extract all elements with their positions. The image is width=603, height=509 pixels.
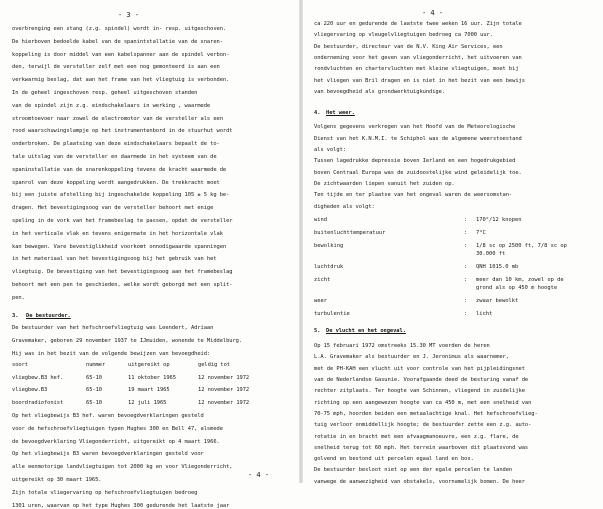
- table-header: uitgereikt op: [128, 361, 170, 368]
- weather-value: grond als op 450 m hoogte: [476, 284, 558, 291]
- table-cell: vliegbew.B3: [12, 387, 48, 394]
- table-cell: 65-10: [86, 374, 102, 381]
- text-line: onderbroken. De plaatsing van deze eindschakelaars bepaalt de to-: [12, 141, 220, 148]
- text-line: pen.: [12, 294, 25, 301]
- text-line: golvend en bestond uit percelen egaal land en bos.: [314, 456, 474, 463]
- left-page: [0, 0, 300, 509]
- section-number: 5.: [314, 327, 321, 334]
- weather-value: 170°/12 knopen: [476, 216, 522, 223]
- text-line: behoort met een pen te geschieden, welke wordt geborgd met een split-: [12, 282, 233, 288]
- text-line: De zichtwaarden liepen vanuit het zuiden op.: [314, 180, 455, 187]
- text-line: Ten tijde en ter plaatse van het ongeval waren de weersomstan-: [314, 192, 513, 199]
- section-number: 4.: [314, 110, 321, 117]
- text-line: Volgens gegevens verkregen van het Hoofd van de Meteorologische: [314, 124, 516, 131]
- page-number-top: - 4 -: [422, 9, 444, 17]
- text-line: De bestuurder, directeur van de N.V. King Air Services, een: [314, 43, 503, 50]
- text-line: stroomtoevoer naar zowel de electromotor van de versteller als een: [12, 115, 223, 122]
- text-line: vliegervaring op vleugelvliegtuigen bedroeg ca 7000 uur.: [314, 32, 493, 39]
- table-cell: 65-10: [86, 387, 102, 394]
- table-cell: 19 maart 1965: [128, 387, 170, 394]
- text-line: bij een juiste afstelling bij ingeschakelde koppeling 105 ± 5 kg be-: [12, 192, 230, 199]
- text-line: 70-75 mph, hoorden beiden een metaalachtige knal. Het hefschroefvlieg-: [314, 410, 538, 417]
- weather-label: zicht: [314, 276, 331, 283]
- text-line: 1301 uren, waarvan op het type Hughes 300 gedurende het laatste jaar: [12, 502, 230, 509]
- weather-colon: :: [464, 229, 468, 236]
- section-number: 3.: [12, 312, 19, 319]
- weather-label: buitenluchttemperatuur: [314, 229, 386, 236]
- weather-value: zwaar bewolkt: [476, 297, 519, 304]
- table-cell: boordradiofonist: [12, 400, 64, 407]
- text-line: kan bewegen. Vare bevestiglikheid voorkomt onnodigwaarde spanningen: [12, 243, 227, 250]
- section-heading: De bestuurder.: [26, 312, 71, 319]
- weather-colon: :: [464, 263, 468, 270]
- table-header: soort: [12, 361, 28, 368]
- text-line: boven Centraal Europa was de zuidoostelijke wind geleidelijk toe.: [314, 169, 522, 176]
- table-header: nummer: [86, 361, 106, 368]
- text-line: De bestuurder van het hefschroefvliegtuig was Leendert, Adriaan: [12, 325, 214, 332]
- text-line: van de Nederlandse Gasunie. Voorafgaande deed de besturing vanaf de: [314, 377, 529, 383]
- text-line: ca 220 uur en gedurende de laatste twee weken 16 uur. Zijn totale: [314, 21, 522, 27]
- text-line: koppeling is door middel van een kabelspanner aan de spindel verbon-: [12, 51, 230, 58]
- weather-label: weer: [314, 297, 327, 304]
- page-number-top: - 3 -: [118, 11, 140, 19]
- text-line: alle eenmotorige landvliegtuigen tot 2000 kg en voor Vliegonderricht,: [12, 464, 233, 471]
- weather-label: bewolking: [314, 242, 344, 249]
- text-line: Tussen lagedrukke depressie boven Ierland en een hogedrukgebied: [314, 158, 516, 165]
- text-line: rotatie in en bracht met een afvaagmanoeuvre, een z.g. flare, de: [314, 433, 519, 440]
- weather-colon: :: [464, 310, 468, 317]
- text-line: richting op een aangewezen hoogte van ca 450 m, met een snelheid van: [314, 399, 532, 406]
- table-cell: 11 oktober 1965: [128, 374, 176, 381]
- text-line: spaninstallatie van de snarenkoppeling tevens de kracht waarmede de: [12, 166, 227, 173]
- text-line: overbrenging een stang (z.g. spindel) wordt in- resp. uitgeschoven.: [12, 26, 227, 32]
- text-line: snelheid terug tot 60 mph. Het terrein waarboven dit plaatsvond was: [314, 444, 529, 451]
- text-line: uitgereikt op 30 maart 1965.: [12, 477, 102, 483]
- text-line: rondvluchten en chartervluchten met kleine vliegtuigen, moet bij: [314, 66, 519, 73]
- text-line: verkwarmig beslag, dat aan het frame van het vliegtuig is verbonden.: [12, 77, 230, 84]
- text-line: Dienst van het K.N.M.I. te Schiphol was de algemene weerstoestand: [314, 135, 522, 142]
- table-cell: 12 juli 1965: [128, 400, 167, 407]
- table-cell: 12 november 1972: [198, 400, 250, 407]
- table-header: geldig tot: [198, 361, 230, 368]
- text-line: den, terwijl de versteller zelf met een nog gemonteerd is aan een: [12, 64, 220, 71]
- text-line: voor de hefschroefvliegtuigen typen Hughes 300 en Bell 47, alsmede: [12, 425, 223, 432]
- weather-colon: :: [464, 242, 468, 249]
- text-line: speling in de vork van het framebeslag te passen, opdat de versteller: [12, 218, 233, 224]
- text-line: het vliegen van Bril dragen en is niet in het bezit van een bewijs: [314, 77, 525, 84]
- text-line: met de PH-KAH een vlucht uit voor controle van het pijpleidingsnet: [314, 365, 525, 372]
- text-line: L.A. Gravemaker als bestuurder en J. Jeronimus als waarnemer,: [314, 354, 509, 361]
- text-line: vliegtuig. De bevestiging van het bevestigingsoog aan het framebeslag: [12, 269, 233, 276]
- text-line: van de spindel zijn z.g. eindschakelaars in werking , waarmede: [12, 102, 211, 109]
- text-line: digheden als volgt:: [314, 203, 375, 210]
- text-line: onderneming voor het geven van vliegonderricht, het uitvoeren van: [314, 54, 522, 61]
- text-line: van bevoegdheid als grondwerktuigkundige.: [314, 88, 446, 95]
- weather-colon: :: [464, 276, 468, 283]
- weather-value: 30.000 ft: [476, 250, 506, 257]
- weather-colon: :: [464, 297, 468, 304]
- text-line: rood waarschuwingslampje op het instrumentenbord in de stuurhut wordt: [12, 128, 233, 135]
- weather-value: QNH 1015.0 mb: [476, 263, 519, 270]
- text-line: vanwege de aanwezigheid van obstakels, voornamelijk bomen. De heer: [314, 478, 525, 485]
- section-heading: De vlucht en het ongeval.: [326, 327, 406, 334]
- text-line: Gravemaker, geboren 29 november 1937 te IJmuiden, wonende te Middelburg.: [12, 338, 243, 345]
- table-cell: 12 november 1972: [198, 374, 250, 381]
- weather-value: 1/8 sc op 2500 ft, 7/8 sc op: [476, 242, 567, 249]
- text-line: Op het vliegbewijs B3 waren bevoegdverklaringen gesteld voor: [12, 451, 204, 458]
- text-line: tale uitslag van de versteller en daarmede in het systeem van de: [12, 154, 217, 160]
- text-line: Op 15 februari 1972 omstreeks 15.30 MT voerden de heren: [314, 343, 490, 350]
- section-heading: Het weer.: [326, 110, 355, 117]
- text-line: spanrol van deze koppeling wordt aangedrukken. De trekkracht moet: [12, 179, 220, 186]
- weather-value: meer dan 10 km, zowel op de: [476, 276, 564, 283]
- table-cell: 65-10: [86, 400, 102, 407]
- weather-value: licht: [476, 310, 493, 317]
- right-page: [302, 0, 603, 483]
- text-line: tuig verloor onmiddellijk hoogte; de bestuurder zette een z.g. auto-: [314, 422, 532, 429]
- text-line: rechter zitplaats. Ter hoogte van Schinnen, vliegend in zuidelijke: [314, 388, 525, 395]
- weather-label: wind: [314, 216, 327, 223]
- text-line: Hij was in het bezit van de volgende bewijzen van bevoegdheid:: [12, 351, 211, 357]
- text-line: Op het vliegbewijs B3 hef. waren bevoegdverklaringen gesteld: [12, 413, 204, 419]
- text-line: als volgt:: [314, 147, 346, 153]
- text-line: in het materiaal van het bevestigingsoog bij het gebruik van het: [12, 256, 217, 263]
- weather-label: turbulentie: [314, 310, 350, 317]
- table-cell: vliegbew.B3 hef.: [12, 374, 64, 381]
- text-line: dragen. Het bevestigingsoog van de versteller behoort met enige: [12, 205, 214, 212]
- weather-value: 7°C: [476, 229, 486, 236]
- text-line: De hierboven bedoelde kabel van de spanintstallatie van de snaren-: [12, 38, 223, 45]
- table-cell: 12 november 1972: [198, 387, 250, 394]
- weather-label: luchtdruk: [314, 263, 344, 270]
- text-line: Zijn totale vliegervaring op hefschroefvliegtuigen bedroeg: [12, 489, 198, 496]
- text-line: In de geheel ingeschoven resp. geheel uitgeschoven standen: [12, 90, 198, 96]
- weather-colon: :: [464, 216, 468, 223]
- text-line: de bevoegdverklaring Vliegonderricht, uitgereikt op 4 maart 1966.: [12, 438, 220, 445]
- text-line: De bestuurder besloot niet op een der egale percelen te landen: [314, 467, 513, 474]
- text-line: in het verticale vlak en tevens enigermate in het horizontale vlak: [12, 230, 223, 237]
- page-number-bottom: - 4 -: [248, 471, 270, 479]
